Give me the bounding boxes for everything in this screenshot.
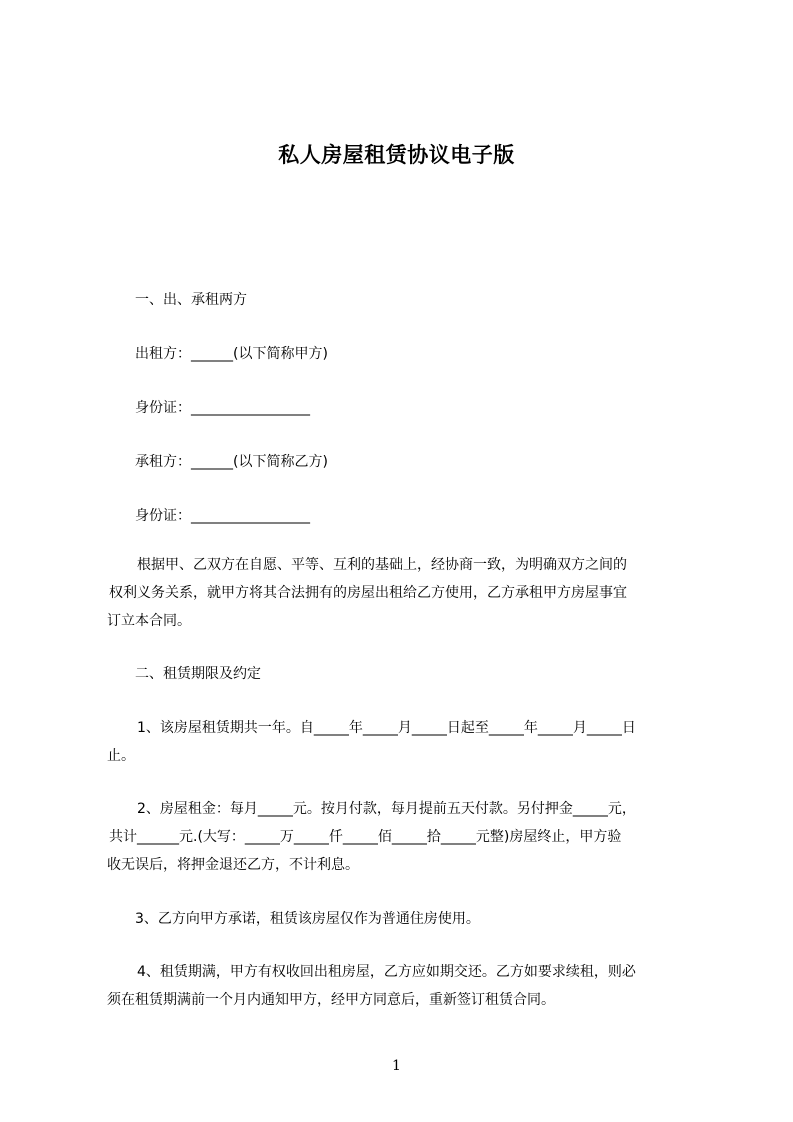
clause-4-line-1: 4、租赁期满，甲方有权收回出租房屋，乙方应如期交还。乙方如要求续租，则必	[137, 964, 636, 980]
section-heading-term: 二、租赁期限及约定	[135, 666, 261, 682]
clause-3: 3、乙方向甲方承诺，租赁该房屋仅作为普通住房使用。	[135, 911, 480, 927]
clause-4-line-2: 须在租赁期满前一个月内通知甲方，经甲方同意后，重新签订租赁合同。	[107, 992, 555, 1008]
preamble-line-2: 权利义务关系，就甲方将其合法拥有的房屋出租给乙方使用，乙方承租甲方房屋事宜	[109, 585, 627, 601]
clause-2-line-3: 收无误后，将押金退还乙方，不计利息。	[107, 857, 359, 873]
lessor-id-field: 身份证：_________________	[135, 400, 310, 416]
clause-1-line-1: 1、该房屋租赁期共一年。自_____年_____月_____日起至_____年_____月_____日	[137, 720, 636, 736]
clause-2-line-2: 共计______元.(大写：_____万_____仟_____佰_____拾_____元整)房屋终止，甲方验	[109, 829, 622, 845]
clause-1-line-2: 止。	[107, 748, 135, 764]
preamble-line-1: 根据甲、乙双方在自愿、平等、互利的基础上，经协商一致，为明确双方之间的	[137, 557, 627, 573]
preamble-line-3: 订立本合同。	[107, 613, 191, 629]
lessee-id-field: 身份证：_________________	[135, 508, 310, 524]
lessee-field: 承租方：______(以下简称乙方)	[135, 454, 328, 470]
document-title: 私人房屋租赁协议电子版	[278, 143, 515, 167]
lessor-field: 出租方：______(以下简称甲方)	[135, 346, 328, 362]
page-number: 1	[392, 1058, 401, 1074]
section-heading-parties: 一、出、承租两方	[135, 292, 247, 308]
clause-2-line-1: 2、房屋租金：每月_____元。按月付款，每月提前五天付款。另付押金_____元，	[137, 801, 636, 817]
